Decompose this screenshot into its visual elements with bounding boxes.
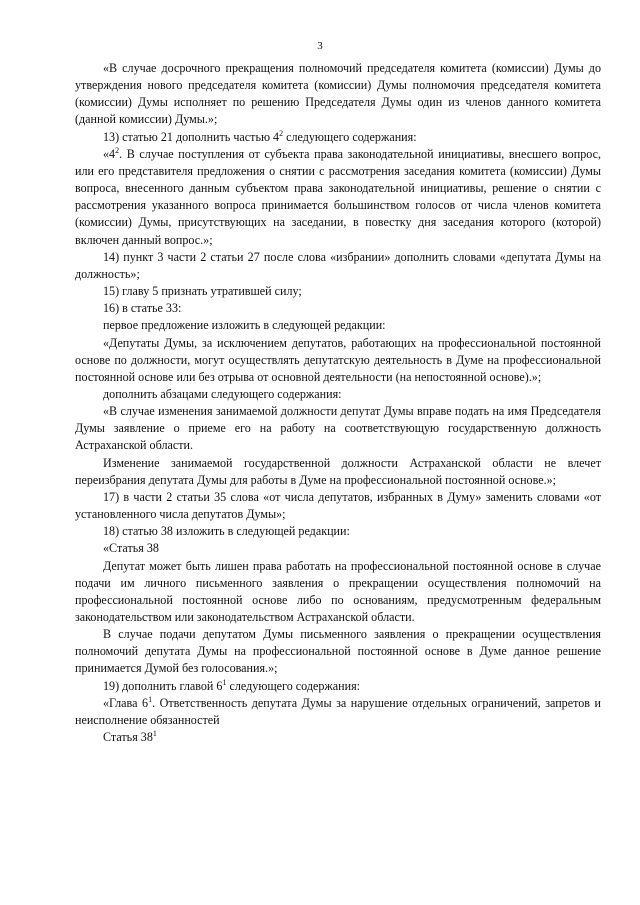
text-run: Изменение занимаемой государственной должности Астраханской области не влечет переизбрания депутата Думы для работы в Думе на профессиональной постоянной основе.»;: [75, 455, 601, 487]
text-run: . Ответственность депутата Думы за нарушение отдельных ограничений, запретов и неисполнение обязанностей: [75, 695, 601, 727]
superscript: 1: [148, 694, 153, 704]
text-run: «Депутаты Думы, за исключением депутатов, работающих на профессиональной постоянной основе по должности, могут осуществлять депутатскую деятельность в Думе на профессиональной постоянной основе или без отрыва от основной деятельности (на непостоянной основе).»;: [75, 335, 601, 384]
page-number: 3: [317, 40, 323, 52]
paragraph: [75, 335, 601, 386]
paragraph: [75, 403, 601, 454]
paragraph: [75, 678, 601, 695]
paragraph: [75, 626, 601, 677]
superscript: 2: [279, 128, 284, 138]
paragraph: [75, 129, 601, 146]
paragraph: [75, 386, 601, 403]
paragraph: [75, 558, 601, 627]
text-run: 16) в статье 33:: [103, 301, 182, 316]
document-body: [75, 60, 601, 746]
text-run: 13) статью 21 дополнить частью 4: [103, 129, 280, 144]
paragraph: [75, 695, 601, 729]
paragraph: [75, 455, 601, 489]
paragraph: [75, 60, 601, 129]
paragraph: [75, 489, 601, 523]
text-run: Статья 38: [103, 730, 153, 745]
paragraph: [75, 283, 601, 300]
paragraph: [75, 317, 601, 334]
paragraph: [75, 249, 601, 283]
paragraph: [75, 729, 601, 746]
paragraph: [75, 523, 601, 540]
superscript: 1: [152, 729, 157, 739]
text-run: следующего содержания:: [226, 678, 360, 693]
superscript: 1: [222, 677, 227, 687]
text-run: первое предложение изложить в следующей редакции:: [103, 318, 386, 333]
text-run: 19) дополнить главой 6: [103, 678, 223, 693]
text-run: 17) в части 2 статьи 35 слова «от числа депутатов, избранных в Думу» заменить словами «от установленного числа депутатов Думы»;: [75, 489, 601, 522]
text-run: Депутат может быть лишен права работать на профессиональной постоянной основе в случае подачи им личного письменного заявления о прекращении осуществления полномочий на профессиональной постоянной основе либо по основаниям, предусмотренным федеральным законодательством или законодательством Астраханской области.: [75, 558, 601, 624]
text-run: «Статья 38: [103, 541, 159, 556]
text-run: «4: [103, 146, 116, 161]
text-run: дополнить абзацами следующего содержания:: [103, 386, 342, 401]
paragraph: [75, 300, 601, 317]
paragraph: [75, 540, 601, 557]
text-run: следующего содержания:: [283, 129, 417, 144]
text-run: . В случае поступления от субъекта права законодательной инициативы, внесшего вопрос, или его представителя предложения о снятии с рассмотрения заседания комитета (комиссии) Думы вопроса, внесенного данным субъектом права законодательной инициативы, решение о снятии с рассмотрения указанного вопроса принимается большинством голосов от числа членов комитета (комиссии) Думы, присутствующих на заседании, в повестку дня заседания которого (которой) включен данный вопрос.»;: [75, 146, 601, 247]
text-run: В случае подачи депутатом Думы письменного заявления о прекращении осуществления полномочий депутата Думы на профессиональной постоянной основе в Думе данное решение принимается Думой без голосования.»;: [75, 627, 601, 676]
text-run: «Глава 6: [103, 695, 149, 710]
text-run: 18) статью 38 изложить в следующей редакции:: [103, 524, 350, 539]
text-run: «В случае досрочного прекращения полномочий председателя комитета (комиссии) Думы до утверждения нового председателя комитета (комиссии) Думы полномочия председателя комитета (комиссии) Думы исполняет по решению Председателя Думы один из членов данного комитета (данной комиссии) Думы.»;: [75, 61, 601, 127]
text-run: 14) пункт 3 части 2 статьи 27 после слова «избрании» дополнить словами «депутата Думы на должность»;: [75, 249, 601, 281]
text-run: «В случае изменения занимаемой должности депутат Думы вправе подать на имя Председателя Думы заявление о приеме его на работу на соответствующую государственную должность Астраханской области.: [75, 404, 601, 453]
paragraph: [75, 146, 601, 249]
superscript: 2: [115, 145, 120, 155]
text-run: 15) главу 5 признать утратившей силу;: [103, 284, 302, 299]
